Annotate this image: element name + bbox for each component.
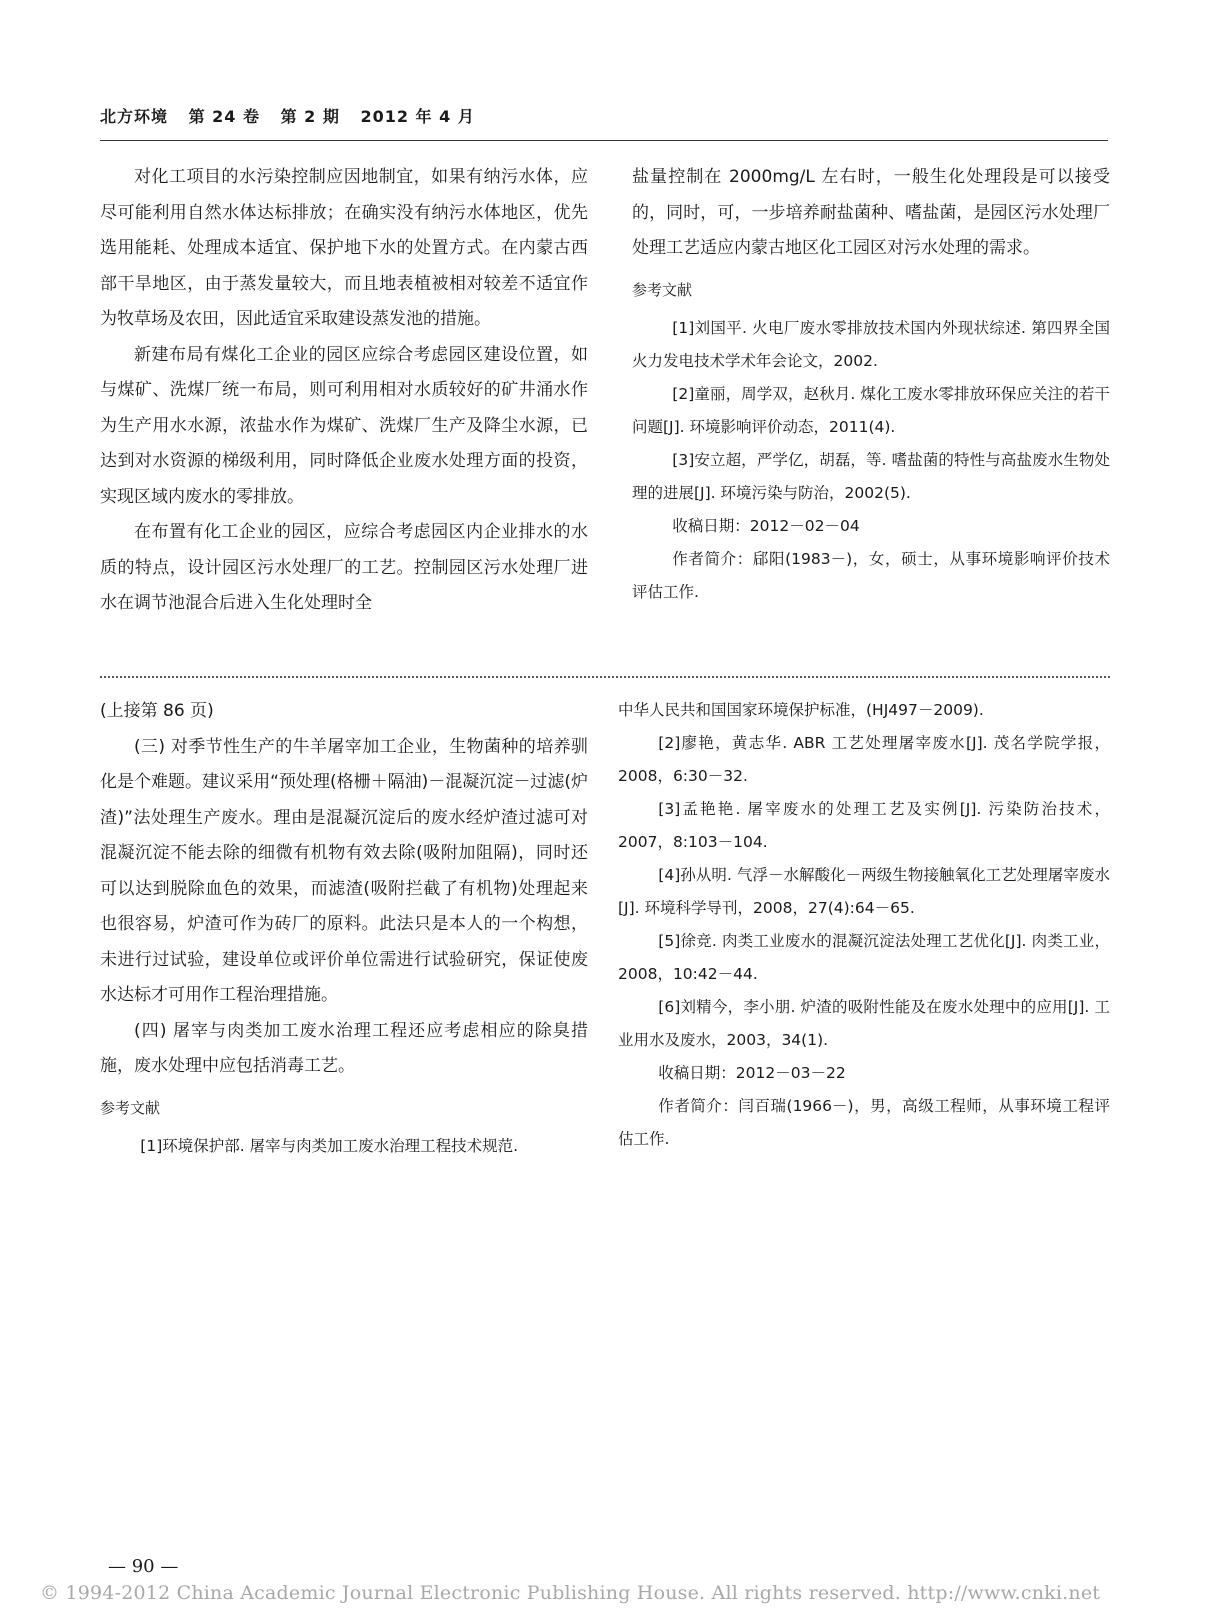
header-rule (100, 140, 1108, 141)
author-bio: 作者简介：郈阳(1983－)，女，硕士，从事环境影响评价技术评估工作. (632, 550, 1110, 601)
reference-item: [2]童丽，周学双，赵秋月. 煤化工废水零排放环保应关注的若干问题[J]. 环境影响评价动态，2011(4). (632, 385, 1110, 436)
copyright-notice: © 1994-2012 China Academic Journal Electronic Publishing House. All rights reserved. http://www.cnki.net (40, 1582, 1101, 1604)
body-paragraph: (四) 屠宰与肉类加工废水治理工程还应考虑相应的除臭措施，废水处理中应包括消毒工艺。 (100, 1020, 588, 1076)
author-bio: 作者简介：闫百瑞(1966－)，男，高级工程师，从事环境工程评估工作. (618, 1097, 1110, 1148)
reference-item: [3]安立超，严学亿，胡磊，等. 嗜盐菌的特性与高盐废水生物处理的进展[J]. 环境污染与防治，2002(5). (632, 451, 1110, 502)
received-date: 收稿日期：2012－02－04 (672, 517, 860, 535)
bottom-right-column (618, 694, 1110, 1156)
body-paragraph: 在布置有化工企业的园区，应综合考虑园区内企业排水的水质的特点，设计园区污水处理厂的工艺。控制园区污水处理厂进水在调节池混合后进入生化处理时全 (100, 522, 588, 613)
received-date: 收稿日期：2012－03－22 (658, 1064, 846, 1082)
reference-item: [4]孙从明. 气浮－水解酸化－两级生物接触氧化工艺处理屠宰废水[J]. 环境科学导刊，2008，27(4):64－65. (618, 866, 1110, 917)
reference-item: [5]徐竞. 肉类工业废水的混凝沉淀法处理工艺优化[J]. 肉类工业，2008，10:42－44. (618, 932, 1110, 983)
reference-item: [3]孟艳艳. 屠宰废水的处理工艺及实例[J]. 污染防治技术，2007，8:103－104. (618, 800, 1110, 851)
reference-item: [1]环境保护部. 屠宰与肉类加工废水治理工程技术规范. (140, 1137, 519, 1155)
top-right-column (632, 160, 1110, 609)
reference-item: [1]刘国平. 火电厂废水零排放技术国内外现状综述. 第四界全国火力发电技术学术年会论文，2002. (632, 319, 1110, 370)
reference-item: [6]刘精今，李小朋. 炉渣的吸附性能及在废水处理中的应用[J]. 工业用水及废水，2003，34(1). (618, 998, 1110, 1049)
issue-date: 2012 年 4 月 (360, 107, 475, 126)
references-heading: 参考文献 (632, 280, 693, 299)
body-paragraph: 新建布局有煤化工企业的园区应综合考虑园区建设位置，如与煤矿、洗煤厂统一布局，则可利用相对水质较好的矿井涌水作为生产用水水源，浓盐水作为煤矿、洗煤厂生产及降尘水源，已达到对水资源的梯级利用，同时降低企业废水处理方面的投资，实现区域内废水的零排放。 (100, 344, 588, 507)
issue: 第 2 期 (280, 107, 340, 126)
continued-from: (上接第 86 页) (100, 701, 214, 721)
references-heading: 参考文献 (100, 1098, 161, 1117)
volume: 第 24 卷 (188, 107, 261, 126)
body-paragraph: (三) 对季节性生产的牛羊屠宰加工企业，生物菌种的培养驯化是个难题。建议采用“预处理(格栅＋隔油)－混凝沉淀－过滤(炉渣)”法处理生产废水。理由是混凝沉淀后的废水经炉渣过滤可对混凝沉淀不能去除的细微有机物有效去除(吸附加阻隔)，同时还可以达到脱除血色的效果，而滤渣(吸附拦截了有机物)处理起来也很容易，炉渣可作为砖厂的原料。此法只是本人的一个构想，未进行过试验，建设单位或评价单位需进行试验研究，保证使废水达标才可用作工程治理措施。 (100, 736, 588, 1005)
bottom-left-column (100, 694, 588, 1163)
section-divider (100, 676, 1110, 678)
reference-continuation: 中华人民共和国国家环境保护标准，(HJ497－2009). (618, 701, 984, 719)
running-header (100, 104, 489, 127)
journal-name: 北方环境 (100, 107, 169, 126)
body-paragraph: 盐量控制在 2000mg/L 左右时，一般生化处理段是可以接受的，同时，可，一步培养耐盐菌种、嗜盐菌，是园区污水处理厂处理工艺适应内蒙古地区化工园区对污水处理的需求。 (632, 167, 1110, 258)
body-paragraph: 对化工项目的水污染控制应因地制宜，如果有纳污水体，应尽可能利用自然水体达标排放；在确实没有纳污水体地区，优先选用能耗、处理成本适宜、保护地下水的处置方式。在内蒙古西部干旱地区，由于蒸发量较大，而且地表植被相对较差不适宜作为牧草场及农田，因此适宜采取建设蒸发池的措施。 (100, 167, 588, 329)
top-left-column (100, 160, 588, 622)
page-number: — 90 — (108, 1556, 179, 1577)
reference-item: [2]廖艳，黄志华. ABR 工艺处理屠宰废水[J]. 茂名学院学报，2008，6:30－32. (618, 734, 1110, 785)
